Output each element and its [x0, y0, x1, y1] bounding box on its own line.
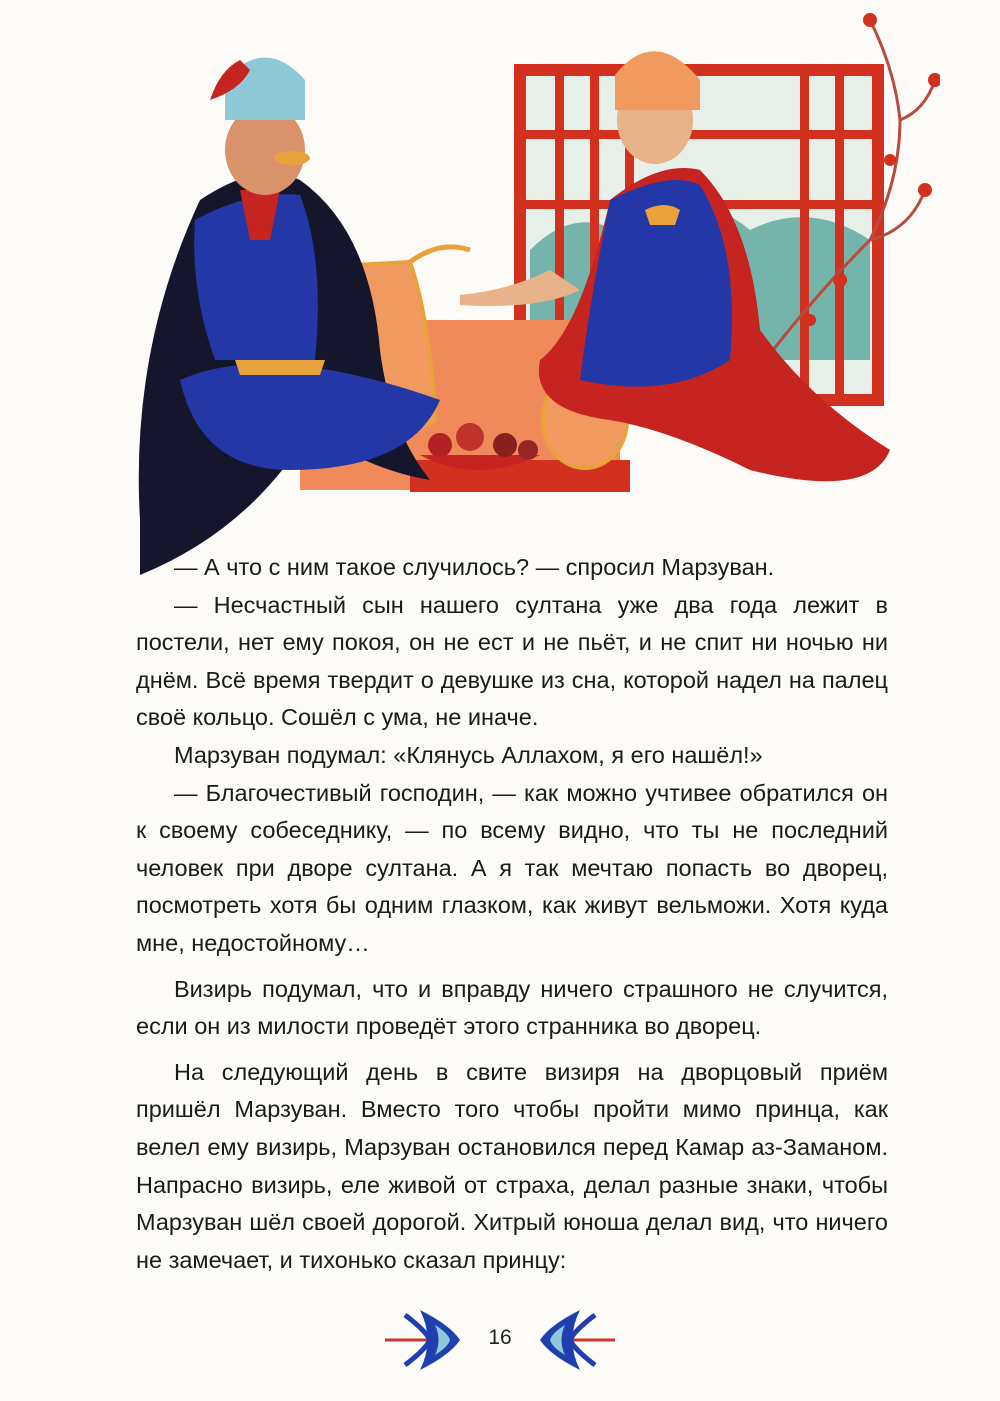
paragraph: — Благочестивый господин, — как можно учтивее обратился он к своему собеседнику, — по всему видно, что ты не последний человек при дворе султана. А я так мечтаю попасть во дворец, посмотреть хотя бы одним глазком, как живут вельможи. Хотя куда мне, недостойному…: [136, 779, 888, 956]
ornament-right-icon: [520, 1300, 620, 1380]
paragraph: На следующий день в свите визиря на дворцовый приём пришёл Марзуван. Вместо того чтобы пройти мимо принца, как велел ему визирь, Марзуван остановился перед Камар аз-Заманом. Напрасно визирь, еле живой от страха, делал разные знаки, чтобы Марзуван шёл своей дорогой. Хитрый юноша делал вид, что ничего не замечает, и тихонько сказал принцу:: [136, 1058, 888, 1273]
story-text: [136, 549, 888, 1279]
paragraph: — А что с ним такое случилось? — спросил Марзуван.: [174, 554, 775, 580]
paragraph: Марзуван подумал: «Клянусь Аллахом, я его нашёл!»: [174, 741, 763, 768]
illustration: [110, 0, 940, 580]
page-footer: [380, 1300, 620, 1380]
paragraph: — Несчастный сын нашего султана уже два года лежит в постели, нет ему покоя, он не ест и не пьёт, и не спит ни ночью ни днём. Всё время твердит о девушке из сна, которой надел на палец своё кольцо. Сошёл с ума, не иначе.: [136, 591, 888, 731]
paragraph: Визирь подумал, что и вправду ничего страшного не случится, если он из милости проведёт этого странника во дворец.: [136, 975, 888, 1040]
cup-icon: [645, 205, 680, 225]
page-number: 16: [488, 1326, 512, 1349]
